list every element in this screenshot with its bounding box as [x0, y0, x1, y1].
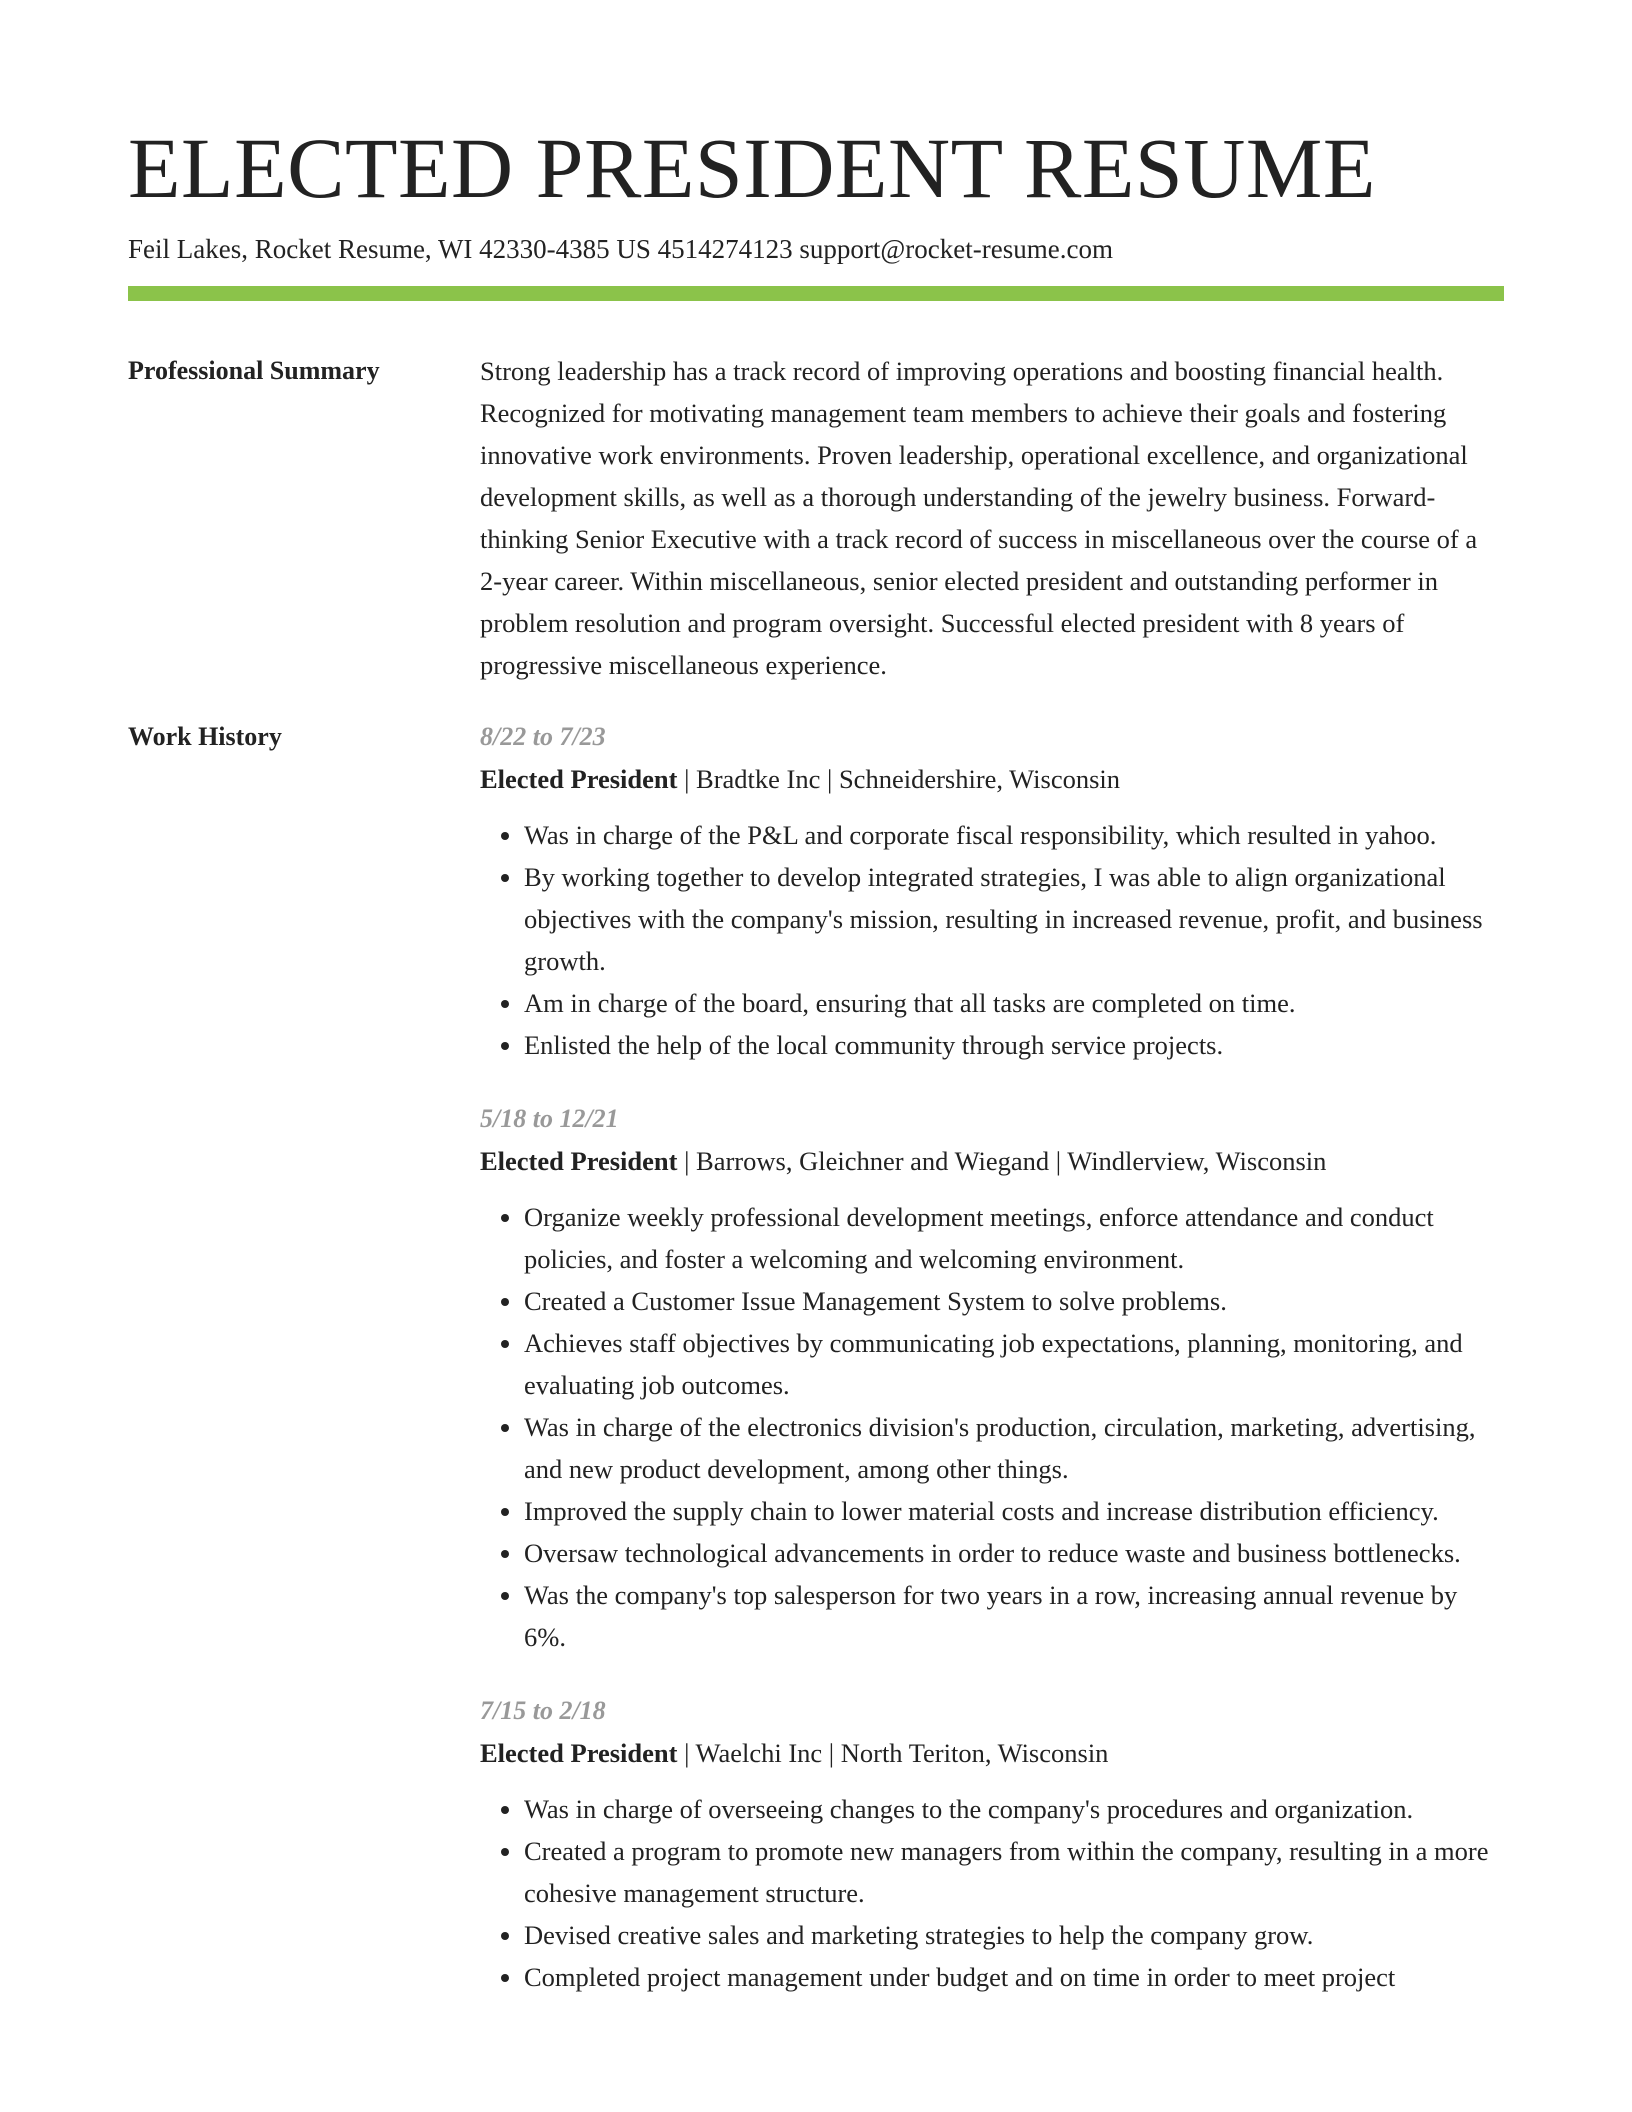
professional-summary-section — [128, 350, 1504, 716]
accent-divider — [128, 286, 1504, 301]
job-bullet: • Was in charge of overseeing changes to the company's procedures and organization. — [524, 1788, 1504, 1830]
job-entry — [480, 1690, 1504, 1998]
job-bullet: • Was the company's top salesperson for two years in a row, increasing annual revenue by 6%. — [524, 1574, 1504, 1658]
job-bullet: • Organize weekly professional development meetings, enforce attendance and conduct policies, and foster a welcoming and welcoming environment. — [524, 1196, 1504, 1280]
job-company-location: | Waelchi Inc | North Teriton, Wisconsin — [677, 1738, 1109, 1768]
job-bullet: • Created a program to promote new managers from within the company, resulting in a more cohesive management structure. — [524, 1830, 1504, 1914]
job-title: Elected President — [480, 1738, 678, 1768]
job-company-location: | Bradtke Inc | Schneidershire, Wisconsin — [677, 764, 1121, 794]
work-history-section — [128, 716, 1504, 2030]
job-bullet-list — [480, 1196, 1504, 1658]
job-entry — [480, 716, 1504, 1066]
job-dates: 5/18 to 12/21 — [480, 1104, 619, 1133]
job-bullet: • Completed project management under budget and on time in order to meet project — [524, 1956, 1504, 1998]
section-label-work-history: Work History — [128, 722, 282, 751]
job-bullet: • By working together to develop integrated strategies, I was able to align organizational objectives with the company's mission, resulting in increased revenue, profit, and business growth. — [524, 856, 1504, 982]
summary-body — [480, 350, 1504, 716]
job-heading — [480, 758, 1504, 800]
job-bullet-list — [480, 1788, 1504, 1998]
work-history-body — [480, 716, 1504, 2030]
job-bullet: • Oversaw technological advancements in order to reduce waste and business bottlenecks. — [524, 1532, 1504, 1574]
job-bullet: • Devised creative sales and marketing strategies to help the company grow. — [524, 1914, 1504, 1956]
job-dates: 7/15 to 2/18 — [480, 1696, 606, 1725]
job-company-location: | Barrows, Gleichner and Wiegand | Windlerview, Wisconsin — [677, 1146, 1327, 1176]
job-bullet: • Enlisted the help of the local community through service projects. — [524, 1024, 1504, 1066]
contact-line: Feil Lakes, Rocket Resume, WI 42330-4385 US 4514274123 support@rocket-resume.com — [128, 234, 1113, 264]
job-dates: 8/22 to 7/23 — [480, 722, 606, 751]
job-title: Elected President — [480, 764, 678, 794]
summary-text: Strong leadership has a track record of improving operations and boosting financial health. Recognized for motivating management team members to achieve their goals and fostering innovative work environments. Proven leadership, operational excellence, and organizational development skills, as well as a thorough understanding of the jewelry business. Forward-thinking Senior Executive with a track record of success in miscellaneous over the course of a 2-year career. Within miscellaneous, senior elected president and outstanding performer in problem resolution and program oversight. Successful elected president with 8 years of progressive miscellaneous experience. — [480, 356, 1478, 680]
job-bullet: • Am in charge of the board, ensuring that all tasks are completed on time. — [524, 982, 1504, 1024]
job-bullet: • Achieves staff objectives by communicating job expectations, planning, monitoring, and evaluating job outcomes. — [524, 1322, 1504, 1406]
job-entry — [480, 1098, 1504, 1658]
job-bullet: • Improved the supply chain to lower material costs and increase distribution efficiency. — [524, 1490, 1504, 1532]
section-label-summary: Professional Summary — [128, 356, 380, 385]
job-bullet: • Created a Customer Issue Management System to solve problems. — [524, 1280, 1504, 1322]
job-heading — [480, 1732, 1504, 1774]
job-bullet: • Was in charge of the electronics division's production, circulation, marketing, advertising, and new product development, among other things. — [524, 1406, 1504, 1490]
job-title: Elected President — [480, 1146, 678, 1176]
job-heading — [480, 1140, 1504, 1182]
job-bullet: • Was in charge of the P&L and corporate fiscal responsibility, which resulted in yahoo. — [524, 814, 1504, 856]
resume-title: ELECTED PRESIDENT RESUME — [128, 120, 1376, 216]
job-bullet-list — [480, 814, 1504, 1066]
resume-content — [128, 350, 1504, 2030]
